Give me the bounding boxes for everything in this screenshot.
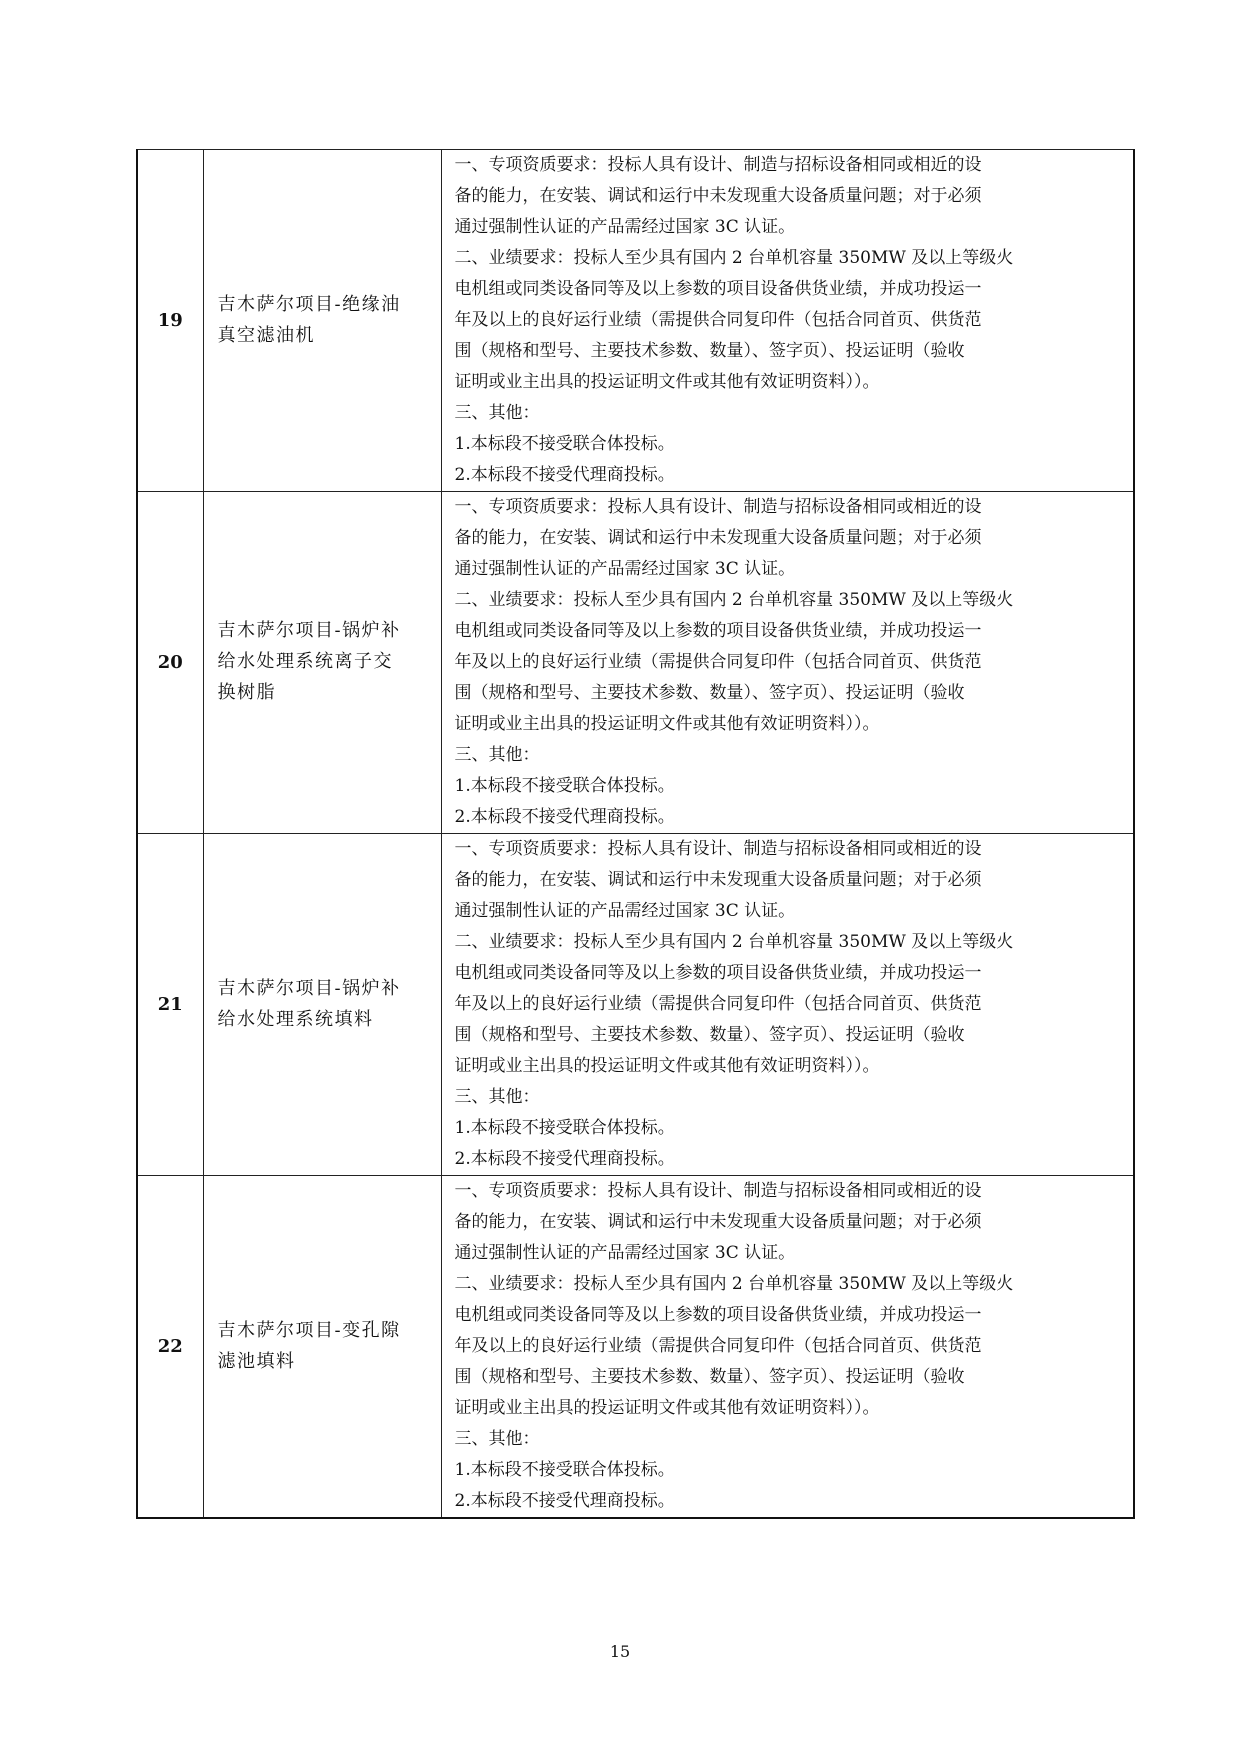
- requirement-line: 2.本标段不接受代理商投标。: [454, 807, 675, 827]
- requirements-text: [441, 834, 1134, 1176]
- item-name-line: 吉木萨尔项目-变孔隙: [217, 1319, 401, 1341]
- item-name: [203, 834, 441, 1176]
- requirement-line: 1.本标段不接受联合体投标。: [454, 434, 675, 454]
- item-name-line: 吉木萨尔项目-锅炉补: [217, 977, 401, 999]
- item-name-line: 给水处理系统离子交: [217, 651, 393, 672]
- item-name-line: 换树脂: [217, 682, 276, 703]
- requirement-line: 2.本标段不接受代理商投标。: [454, 1491, 675, 1511]
- requirement-line: 二、业绩要求：投标人至少具有国内 2 台单机容量 350MW 及以上等级火: [454, 590, 1014, 610]
- item-name: [203, 492, 441, 834]
- requirement-line: 一、专项资质要求：投标人具有设计、制造与招标设备相同或相近的设: [454, 839, 982, 859]
- item-name-line: 真空滤油机: [217, 324, 315, 346]
- requirement-line: 围（规格和型号、主要技术参数、数量）、签字页）、投运证明（验收: [454, 683, 965, 703]
- requirement-line: 备的能力，在安装、调试和运行中未发现重大设备质量问题；对于必须: [454, 186, 982, 206]
- page-number: 15: [609, 1642, 631, 1661]
- requirement-line: 证明或业主出具的投运证明文件或其他有效证明资料））。: [454, 714, 880, 734]
- requirement-line: 三、其他：: [454, 745, 540, 765]
- requirement-line: 三、其他：: [454, 1087, 540, 1107]
- requirement-line: 围（规格和型号、主要技术参数、数量）、签字页）、投运证明（验收: [454, 1367, 965, 1387]
- requirements-text: [441, 492, 1134, 834]
- requirement-line: 三、其他：: [454, 403, 540, 423]
- requirement-line: 年及以上的良好运行业绩（需提供合同复印件（包括合同首页、供货范: [454, 652, 982, 672]
- requirement-line: 二、业绩要求：投标人至少具有国内 2 台单机容量 350MW 及以上等级火: [454, 248, 1014, 268]
- table-row: [137, 1176, 1134, 1519]
- requirement-line: 通过强制性认证的产品需经过国家 3C 认证。: [454, 1243, 796, 1263]
- item-name-line: 给水处理系统填料: [217, 1008, 374, 1030]
- requirement-line: 通过强制性认证的产品需经过国家 3C 认证。: [454, 901, 796, 921]
- requirement-line: 1.本标段不接受联合体投标。: [454, 1460, 675, 1480]
- table-row: [137, 492, 1134, 834]
- requirement-line: 证明或业主出具的投运证明文件或其他有效证明资料））。: [454, 1398, 880, 1418]
- requirement-line: 年及以上的良好运行业绩（需提供合同复印件（包括合同首页、供货范: [454, 310, 982, 330]
- requirement-line: 围（规格和型号、主要技术参数、数量）、签字页）、投运证明（验收: [454, 1025, 965, 1045]
- requirement-line: 一、专项资质要求：投标人具有设计、制造与招标设备相同或相近的设: [454, 155, 982, 175]
- item-name-line: 吉木萨尔项目-绝缘油: [217, 293, 401, 315]
- row-number: 21: [137, 834, 203, 1176]
- requirement-line: 证明或业主出具的投运证明文件或其他有效证明资料））。: [454, 1056, 880, 1076]
- requirement-line: 年及以上的良好运行业绩（需提供合同复印件（包括合同首页、供货范: [454, 994, 982, 1014]
- table-row: [137, 150, 1134, 492]
- requirement-line: 年及以上的良好运行业绩（需提供合同复印件（包括合同首页、供货范: [454, 1336, 982, 1356]
- requirements-text: [441, 1176, 1134, 1519]
- requirement-line: 2.本标段不接受代理商投标。: [454, 465, 675, 485]
- requirement-line: 1.本标段不接受联合体投标。: [454, 1118, 675, 1138]
- requirement-line: 通过强制性认证的产品需经过国家 3C 认证。: [454, 559, 796, 579]
- row-number: 22: [137, 1176, 203, 1519]
- requirement-line: 一、专项资质要求：投标人具有设计、制造与招标设备相同或相近的设: [454, 1181, 982, 1201]
- item-name-line: 吉木萨尔项目-锅炉补: [217, 620, 401, 641]
- requirement-line: 备的能力，在安装、调试和运行中未发现重大设备质量问题；对于必须: [454, 870, 982, 890]
- requirement-line: 通过强制性认证的产品需经过国家 3C 认证。: [454, 217, 796, 237]
- requirement-line: 二、业绩要求：投标人至少具有国内 2 台单机容量 350MW 及以上等级火: [454, 932, 1014, 952]
- table-row: [137, 834, 1134, 1176]
- item-name: [203, 1176, 441, 1519]
- requirement-line: 备的能力，在安装、调试和运行中未发现重大设备质量问题；对于必须: [454, 528, 982, 548]
- requirement-line: 1.本标段不接受联合体投标。: [454, 776, 675, 796]
- requirements-table: [136, 149, 1135, 1519]
- requirement-line: 备的能力，在安装、调试和运行中未发现重大设备质量问题；对于必须: [454, 1212, 982, 1232]
- requirement-line: 一、专项资质要求：投标人具有设计、制造与招标设备相同或相近的设: [454, 497, 982, 517]
- requirement-line: 三、其他：: [454, 1429, 540, 1449]
- requirement-line: 2.本标段不接受代理商投标。: [454, 1149, 675, 1169]
- requirement-line: 证明或业主出具的投运证明文件或其他有效证明资料））。: [454, 372, 880, 392]
- row-number: 20: [137, 492, 203, 834]
- requirement-line: 电机组或同类设备同等及以上参数的项目设备供货业绩，并成功投运一: [454, 1305, 982, 1325]
- requirement-line: 围（规格和型号、主要技术参数、数量）、签字页）、投运证明（验收: [454, 341, 965, 361]
- requirements-text: [441, 150, 1134, 492]
- requirement-line: 电机组或同类设备同等及以上参数的项目设备供货业绩，并成功投运一: [454, 279, 982, 299]
- requirement-line: 电机组或同类设备同等及以上参数的项目设备供货业绩，并成功投运一: [454, 963, 982, 983]
- requirement-line: 电机组或同类设备同等及以上参数的项目设备供货业绩，并成功投运一: [454, 621, 982, 641]
- requirement-line: 二、业绩要求：投标人至少具有国内 2 台单机容量 350MW 及以上等级火: [454, 1274, 1014, 1294]
- item-name: [203, 150, 441, 492]
- requirements-table-body: [137, 150, 1134, 1519]
- item-name-line: 滤池填料: [217, 1350, 296, 1372]
- row-number: 19: [137, 150, 203, 492]
